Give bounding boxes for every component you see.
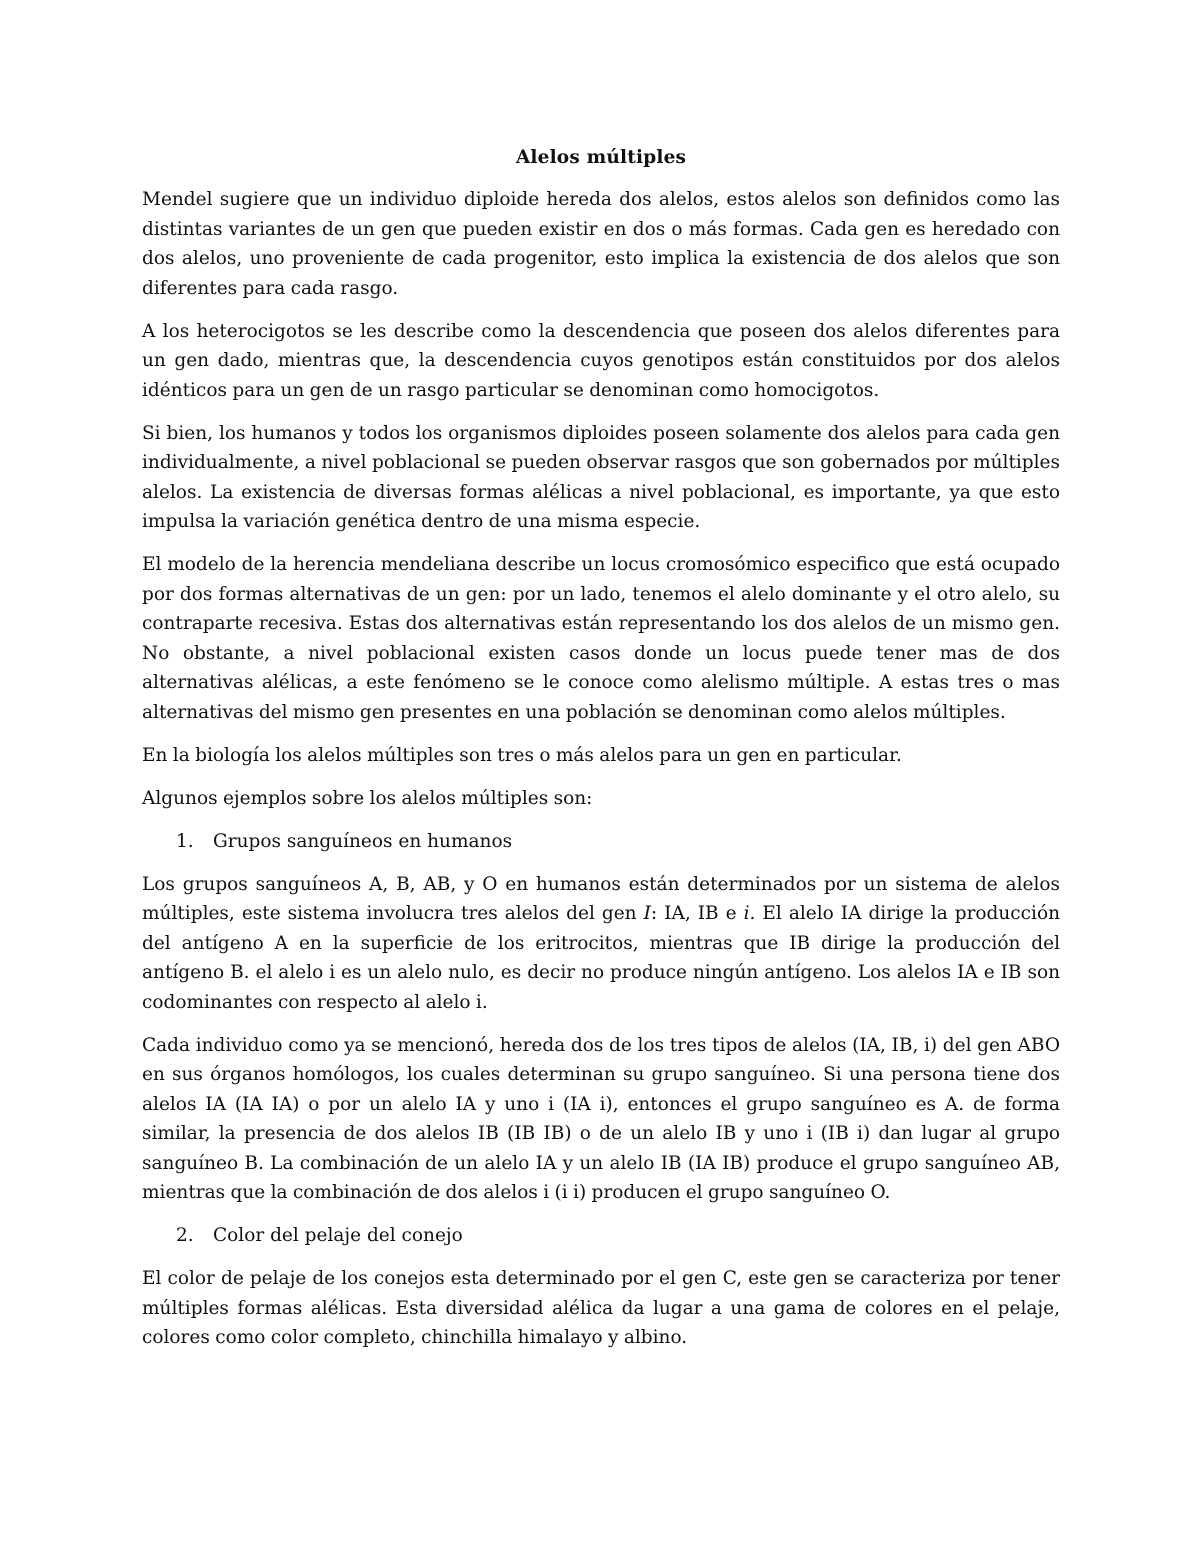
page-title: Alelos múltiples [515, 147, 687, 168]
list-item-number: 2. [176, 1225, 194, 1246]
paragraph-herencia-abo: Cada individuo como ya se mencionó, hereda dos de los tres tipos de alelos (IA, IB, i) del gen ABO en sus órganos homólogos, los cuales determinan su grupo sanguíneo. Si una persona tiene dos alelos IA (IA IA) o por un alelo IA y uno i (IA i), entonces el grupo sanguíneo es A. de forma similar, la presencia de dos alelos IB (IB IB) o de un alelo IB y uno i (IB i) dan lugar al grupo sanguíneo B. La combinación de un alelo IA y un alelo IB (IA IB) produce el grupo sanguíneo AB, mientras que la combinación de dos alelos i (i i) producen el grupo sanguíneo O. [142, 1034, 1060, 1203]
allele-symbol: i [743, 903, 750, 924]
document-page [142, 143, 1060, 1366]
example-list-1 [142, 827, 1060, 857]
list-item-label: Grupos sanguíneos en humanos [213, 830, 513, 852]
paragraph-modelo-mendeliano: El modelo de la herencia mendeliana describe un locus cromosómico especifico que está ocupado por dos formas alternativas de un gen: por un lado, tenemos el alelo dominante y el otro alelo, su contraparte recesiva. Estas dos alternativas están representando los dos alelos de un mismo gen. No obstante, a nivel poblacional existen casos donde un locus puede tener mas de dos alternativas alélicas, a este fenómeno se le conoce como alelismo múltiple. A estas tres o mas alternativas del mismo gen presentes en una población se denominan como alelos múltiples. [142, 554, 1060, 723]
text-segment: Los grupos sanguíneos A, B, AB, y O en humanos están determinados por un sistema de alelos múltiples, este sistema involucra tres alelos del gen [142, 873, 1060, 924]
paragraph-poblacional: Si bien, los humanos y todos los organismos diploides poseen solamente dos alelos para cada gen individualmente, a nivel poblacional se pueden observar rasgos que son gobernados por múltiples alelos. La existencia de diversas formas alélicas a nivel poblacional, es importante, ya que esto impulsa la variación genética dentro de una misma especie. [142, 422, 1060, 532]
text-segment: . El alelo IA dirige la producción del antígeno A en la superficie de los eritrocitos, mientras que IB dirige la producción del antígeno B. el alelo i es un alelo nulo, es decir no produce ningún antígeno. Los alelos IA e IB son codominantes con respecto al alelo i. [142, 903, 1061, 1013]
list-item-number: 1. [176, 830, 194, 852]
list-item [142, 1221, 1060, 1251]
list-item [142, 827, 1060, 857]
example-list-2 [142, 1221, 1060, 1251]
paragraph-heterocigotos: A los heterocigotos se les describe como la descendencia que poseen dos alelos diferentes para un gen dado, mientras que, la descendencia cuyos genotipos están constituidos por dos alelos idénticos para un gen de un rasgo particular se denominan como homocigotos. [142, 320, 1060, 401]
paragraph-pelaje-conejo: El color de pelaje de los conejos esta determinado por el gen C, este gen se caracteriza por tener múltiples formas alélicas. Esta diversidad alélica da lugar a una gama de colores en el pelaje, colores como color completo, chinchilla himalayo y albino. [142, 1268, 1060, 1348]
list-item-label: Color del pelaje del conejo [213, 1225, 463, 1246]
paragraph-ejemplos-intro: Algunos ejemplos sobre los alelos múltiples son: [142, 787, 593, 809]
gene-symbol: I [643, 903, 651, 924]
paragraph-mendel: Mendel sugiere que un individuo diploide hereda dos alelos, estos alelos son definidos como las distintas variantes de un gen que pueden existir en dos o más formas. Cada gen es heredado con dos alelos, uno proveniente de cada progenitor, esto implica la existencia de dos alelos que son diferentes para cada rasgo. [142, 189, 1060, 299]
paragraph-grupos-sanguineos [142, 870, 1060, 1018]
text-segment: : IA, IB e [650, 903, 744, 924]
paragraph-definicion: En la biología los alelos múltiples son tres o más alelos para un gen en particular. [142, 744, 902, 766]
